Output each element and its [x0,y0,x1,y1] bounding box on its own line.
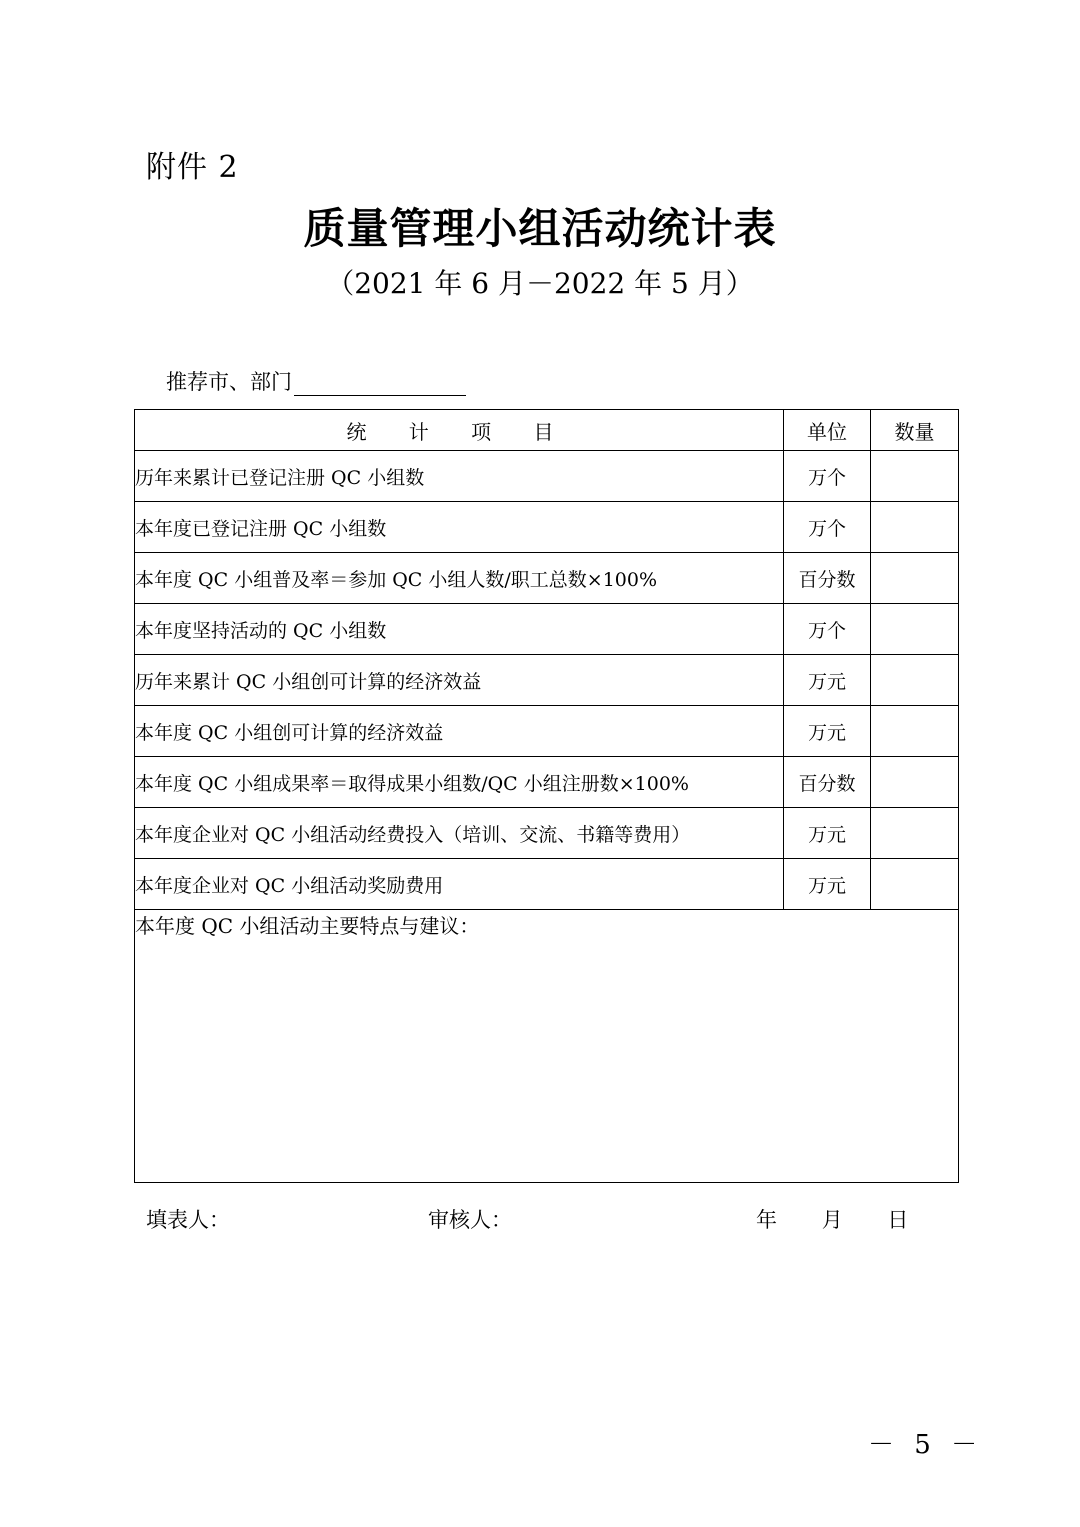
row-quantity-cell[interactable] [871,553,959,604]
row-unit: 百分数 [784,553,871,604]
row-quantity-cell[interactable] [871,604,959,655]
row-item: 历年来累计 QC 小组创可计算的经济效益 [135,655,784,706]
attachment-label: 附件 2 [146,150,239,185]
row-unit: 万元 [784,808,871,859]
year-label: 年 [756,1208,777,1232]
column-header-quantity: 数量 [871,410,959,451]
row-item: 历年来累计已登记注册 QC 小组数 [135,451,784,502]
filler-label: 填表人： [146,1208,230,1232]
table-row [135,451,959,502]
row-quantity-cell[interactable] [871,757,959,808]
row-unit: 百分数 [784,757,871,808]
table-row [135,757,959,808]
day-label: 日 [887,1208,909,1232]
row-item: 本年度已登记注册 QC 小组数 [135,502,784,553]
dept-label: 推荐市、部门 [166,370,292,394]
dept-blank-line[interactable] [294,373,466,396]
row-item: 本年度企业对 QC 小组活动奖励费用 [135,859,784,910]
table-row [135,604,959,655]
row-item: 本年度 QC 小组普及率＝参加 QC 小组人数/职工总数×100% [135,553,784,604]
month-label: 月 [821,1208,843,1232]
table-row [135,553,959,604]
table-header-row [135,410,959,451]
column-header-unit: 单位 [784,410,871,451]
date-fields [756,1204,908,1234]
row-quantity-cell[interactable] [871,502,959,553]
row-unit: 万个 [784,502,871,553]
row-item: 本年度 QC 小组成果率＝取得成果小组数/QC 小组注册数×100% [135,757,784,808]
remarks-label: 本年度 QC 小组活动主要特点与建议： [135,914,480,938]
column-header-item: 统 计 项 目 [135,410,784,451]
row-unit: 万元 [784,706,871,757]
table-row [135,502,959,553]
dept-field [166,366,466,396]
page-title: 质量管理小组活动统计表 [303,204,777,253]
table-row [135,706,959,757]
row-quantity-cell[interactable] [871,808,959,859]
statistics-table [134,409,959,1183]
row-item: 本年度企业对 QC 小组活动经费投入（培训、交流、书籍等费用） [135,808,784,859]
row-quantity-cell[interactable] [871,859,959,910]
row-item: 本年度 QC 小组创可计算的经济效益 [135,706,784,757]
table-row [135,859,959,910]
remarks-cell[interactable] [135,910,959,1183]
row-unit: 万个 [784,604,871,655]
table-row [135,808,959,859]
row-item: 本年度坚持活动的 QC 小组数 [135,604,784,655]
remarks-row [135,910,959,1183]
reviewer-label: 审核人： [428,1208,512,1232]
row-unit: 万个 [784,451,871,502]
row-quantity-cell[interactable] [871,655,959,706]
page-number: － 5 － [868,1430,984,1460]
period-subtitle: （2021 年 6 月－2022 年 5 月） [326,267,754,300]
row-unit: 万元 [784,859,871,910]
row-quantity-cell[interactable] [871,706,959,757]
row-quantity-cell[interactable] [871,451,959,502]
table-row [135,655,959,706]
row-unit: 万元 [784,655,871,706]
